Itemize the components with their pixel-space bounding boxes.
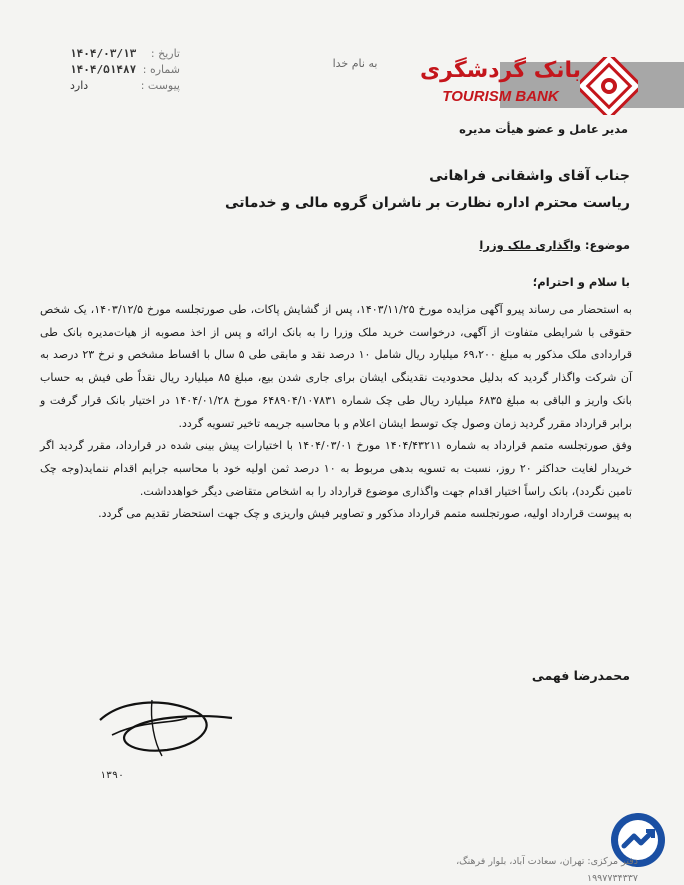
subject-label: موضوع: — [584, 238, 630, 252]
footer-address: دفتر مرکزی: تهران، سعادت آباد، بلوار فرهنگ، — [456, 856, 638, 867]
bank-name-en: TOURISM BANK — [442, 88, 559, 105]
attachment-row — [70, 78, 180, 94]
bank-name-fa: بانک گردشگری — [419, 58, 581, 83]
letter-meta — [70, 46, 180, 94]
signature-note: ۱۳۹۰ — [100, 770, 125, 781]
sender-title: مدیر عامل و عضو هیأت مدیره — [459, 122, 628, 136]
number-value: ۱۴۰۴/۵۱۴۸۷ — [70, 63, 137, 76]
date-value: ۱۴۰۴/۰۳/۱۳ — [70, 47, 137, 60]
body-paragraph-1: به استحضار می رساند پیرو آگهی مزایده مورخ ۱۴۰۳/۱۱/۲۵، پس از گشایش پاکات، طی صورتجلسه مورخ ۱۴۰۳/۱۲/۵، یک شخص حقوقی با شرایطی متفاوت از آگهی، درخواست خرید ملک وزرا را به بانک ارائه و پس از اخذ مصوبه از هیات‌مدیره بانک طی قراردادی ملک مذکور به مبلغ ۶۹،۲۰۰ میلیارد ریال شامل ۱۰ درصد نقد و مابقی طی ۵ سال با اقساط مشخص و نرخ ۲۳ درصد به آن شرکت واگذار گردید که بدلیل محدودیت نقدینگی ایشان برای جاری شدن بیع، مبلغ ۸۵ میلیارد ریال نقداً طی فیش به حساب بانک واریز و الباقی به مبلغ ۶۸۳۵ میلیارد ریال طی چک شماره ۶۴۸۹۰۴/۱۰۷۸۳۱ مورخ ۱۴۰۴/۰۱/۲۸ در اختیار بانک قرار گرفت و برابر قرارداد مقرر گردید زمان وصول چک توسط ایشان اعلام و با محاسبه جریمه تاخیر تسویه گردد. — [40, 303, 633, 430]
greeting: با سلام و احترام؛ — [532, 275, 630, 289]
signatory-name: محمدرضا فهمی — [531, 668, 630, 683]
bank-logo-icon — [580, 57, 638, 115]
number-label: شماره : — [142, 63, 180, 76]
number-row — [70, 62, 180, 78]
subject-text: واگذاری ملک وزرا — [479, 238, 581, 252]
recipient-name: جناب آقای واشقانی فراهانی — [429, 168, 630, 184]
date-label: تاریخ : — [150, 47, 180, 60]
basmala: به نام خدا — [332, 57, 378, 70]
footer-phone: ۱۹۹۷۷۳۴۳۳۷ — [586, 873, 638, 884]
recipient-title: ریاست محترم اداره نظارت بر ناشران گروه مالی و خدماتی — [225, 195, 630, 211]
letter-body — [40, 299, 632, 526]
signature-icon — [92, 690, 242, 762]
subject-line — [360, 238, 630, 252]
body-paragraph-3: به پیوست قرارداد اولیه، صورتجلسه متمم قرارداد مذکور و تصاویر فیش واریزی و چک جهت استحضار تقدیم می گردد. — [98, 507, 632, 521]
attachment-label: پیوست : — [140, 79, 180, 92]
date-row — [70, 46, 180, 62]
body-paragraph-2: وفق صورتجلسه متمم قرارداد به شماره ۱۴۰۴/۴۳۲۱۱ مورخ ۱۴۰۴/۰۳/۰۱ با اختیارات پیش بینی شده در قرارداد، مقرر گردید اگر خریدار لغایت حداکثر ۲۰ روز، نسبت به تسویه بدهی مربوط به ۱۰ درصد ثمن اولیه خود با محاسبه جرایم اقدام ننماید(وجه چک تامین نگردد)، بانک راساً اختیار اقدام جهت واگذاری موضوع قرارداد را به اشخاص متقاضی دیگر خواهدداشت. — [40, 439, 632, 498]
attachment-value: دارد — [70, 79, 89, 92]
